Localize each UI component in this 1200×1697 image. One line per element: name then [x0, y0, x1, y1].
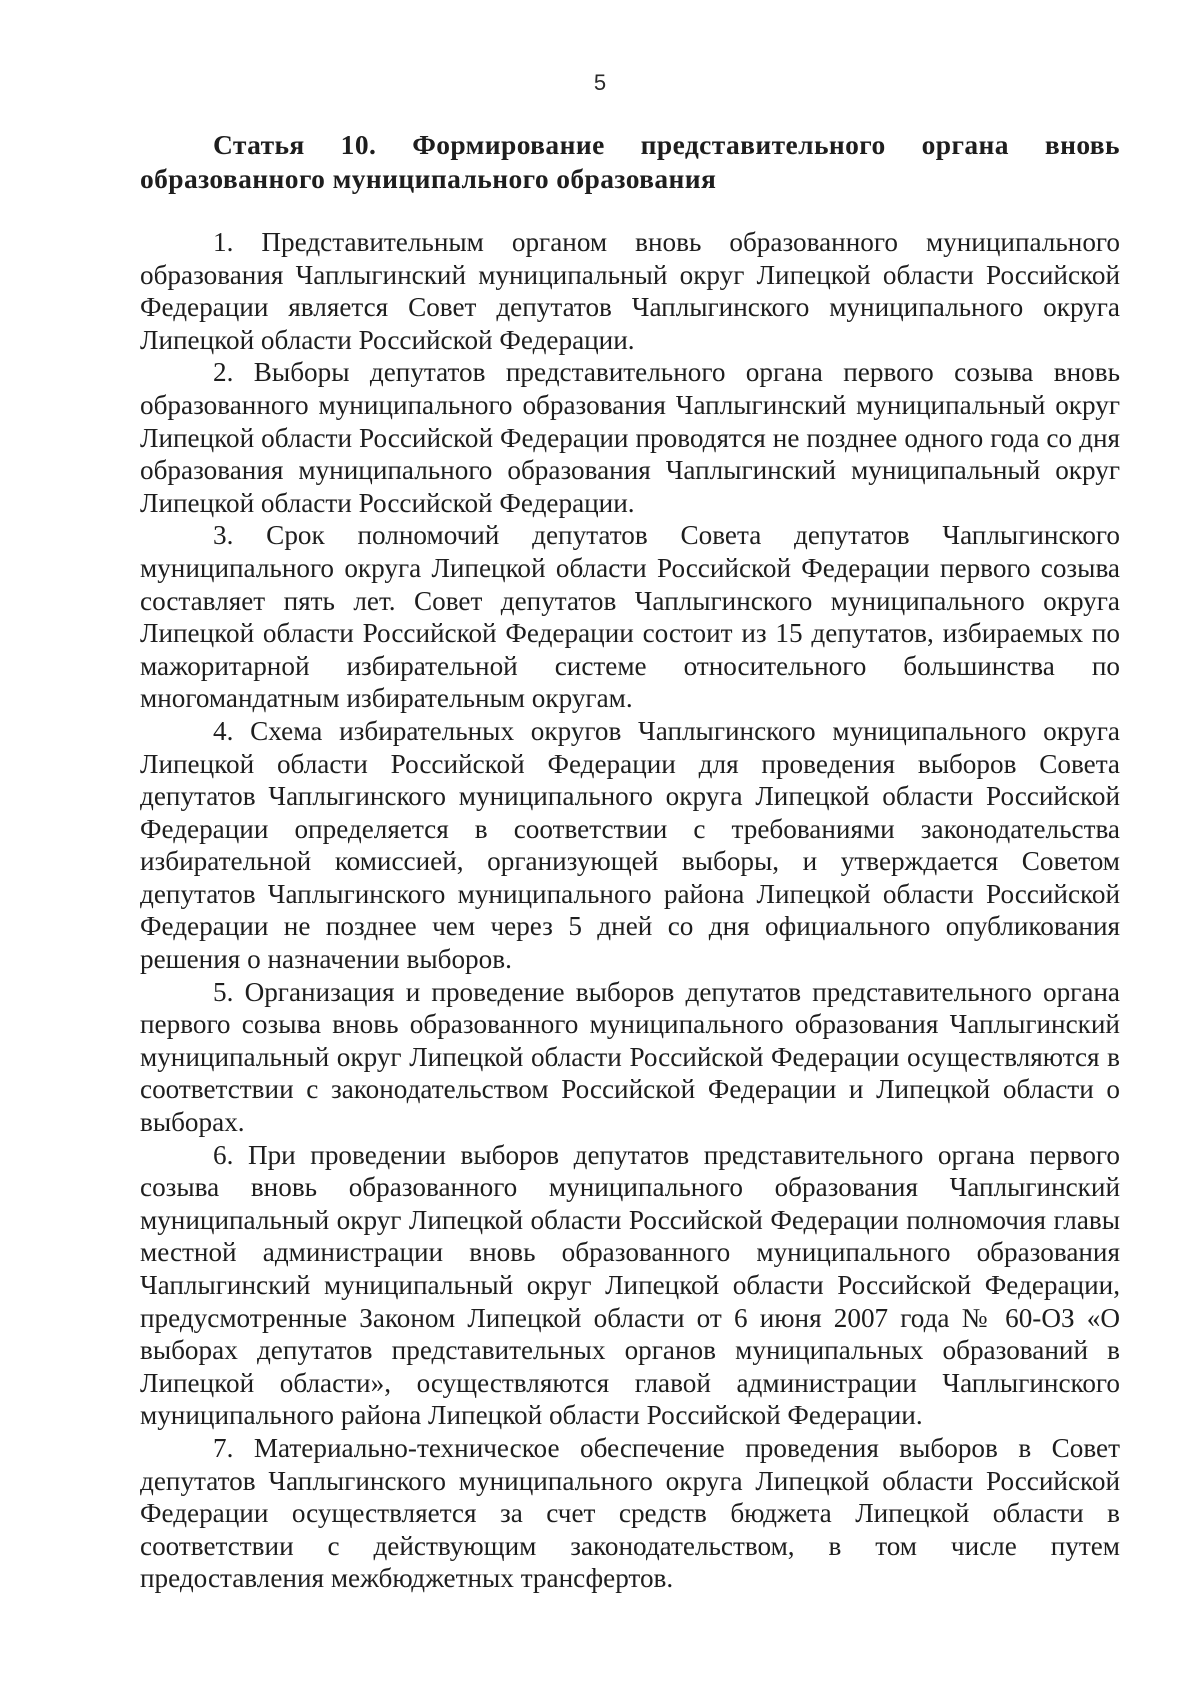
page-number: 5 — [593, 70, 607, 95]
paragraph-5: 5. Организация и проведение выборов депутатов представительного органа первого созыва вновь образованного муниципального образования Чаплыгинский муниципальный округ Липецкой области Российской Федерации осуществляются в соответствии с законодательством Российской Федерации и Липецкой области о выборах. — [140, 976, 1120, 1138]
article-heading-text: Статья 10. Формирование представительного органа вновь образованного муниципального образования — [140, 129, 1120, 194]
paragraph-3: 3. Срок полномочий депутатов Совета депутатов Чаплыгинского муниципального округа Липецкой области Российской Федерации первого созыва составляет пять лет. Совет депутатов Чаплыгинского муниципального округа Липецкой области Российской Федерации состоит из 15 депутатов, избираемых по мажоритарной избирательной системе относительного большинства по многомандатным избирательным округам. — [140, 520, 1120, 714]
paragraph-4: 4. Схема избирательных округов Чаплыгинского муниципального округа Липецкой области Российской Федерации для проведения выборов Совета депутатов Чаплыгинского муниципального округа Липецкой области Российской Федерации определяется в соответствии с требованиями законодательства избирательной комиссией, организующей выборы, и утверждается Советом депутатов Чаплыгинского муниципального района Липецкой области Российской Федерации не позднее чем через 5 дней со дня официального опубликования решения о назначении выборов. — [140, 715, 1120, 975]
paragraph-6: 6. При проведении выборов депутатов представительного органа первого созыва вновь образованного муниципального образования Чаплыгинский муниципальный округ Липецкой области Российской Федерации полномочия главы местной администрации вновь образованного муниципального образования Чаплыгинский муниципальный округ Липецкой области Российской Федерации, предусмотренные Законом Липецкой области от 6 июня 2007 года № 60-ОЗ «О выборах депутатов представительных органов муниципальных образований в Липецкой области», осуществляются главой администрации Чаплыгинского муниципального района Липецкой области Российской Федерации. — [140, 1139, 1120, 1431]
paragraph-1: 1. Представительным органом вновь образованного муниципального образования Чаплыгинский муниципальный округ Липецкой области Российской Федерации является Совет депутатов Чаплыгинского муниципального округа Липецкой области Российской Федерации. — [140, 227, 1120, 355]
article-heading — [140, 128, 1120, 196]
document-body — [140, 128, 1120, 1595]
paragraph-7: 7. Материально-техническое обеспечение проведения выборов в Совет депутатов Чаплыгинского муниципального округа Липецкой области Российской Федерации осуществляется за счет средств бюджета Липецкой области в соответствии с действующим законодательством, в том числе путем предоставления межбюджетных трансфертов. — [140, 1432, 1120, 1594]
paragraph-2: 2. Выборы депутатов представительного органа первого созыва вновь образованного муниципального образования Чаплыгинский муниципальный округ Липецкой области Российской Федерации проводятся не позднее одного года со дня образования муниципального образования Чаплыгинский муниципальный округ Липецкой области Российской Федерации. — [140, 357, 1120, 518]
